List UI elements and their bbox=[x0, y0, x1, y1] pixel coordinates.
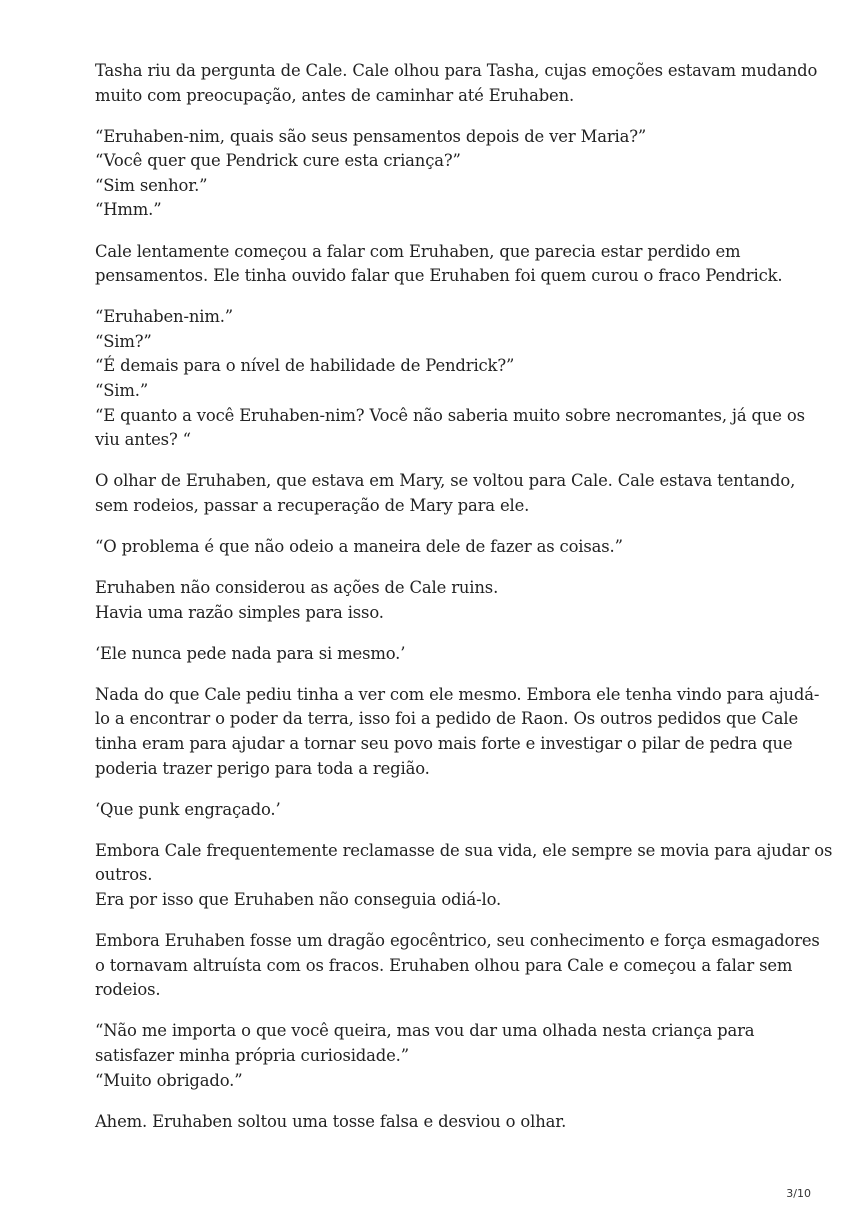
paragraph bbox=[95, 469, 795, 518]
text-line: “Não me importa o que você queira, mas vou dar uma olhada nesta criança para bbox=[95, 1021, 755, 1041]
paragraph bbox=[95, 839, 833, 913]
text-line: “Eruhaben-nim, quais são seus pensamentos depois de ver Maria?” bbox=[95, 126, 647, 146]
text-line: Tasha riu da pergunta de Cale. Cale olhou para Tasha, cujas emoções estavam mudando bbox=[95, 61, 818, 80]
text-line: pensamentos. Ele tinha ouvido falar que Eruhaben foi quem curou o fraco Pendrick. bbox=[95, 266, 783, 286]
text-line: “Muito obrigado.” bbox=[95, 1070, 243, 1090]
paragraph bbox=[95, 240, 795, 289]
text-line: Ahem. Eruhaben soltou uma tosse falsa e desviou o olhar. bbox=[95, 1111, 567, 1131]
text-line: Era por isso que Eruhaben não conseguia odiá-lo. bbox=[95, 890, 502, 910]
text-line: ‘Ele nunca pede nada para si mesmo.’ bbox=[95, 643, 406, 663]
paragraph bbox=[95, 125, 795, 223]
paragraph bbox=[95, 305, 805, 453]
text-line: Nada do que Cale pediu tinha a ver com ele mesmo. Embora ele tenha vindo para ajudá- bbox=[95, 684, 820, 704]
text-line: “E quanto a você Eruhaben-nim? Você não saberia muito sobre necromantes, já que os bbox=[95, 405, 805, 425]
text-line: “Sim.” bbox=[95, 381, 149, 401]
text-line: “Sim senhor.” bbox=[95, 175, 208, 195]
paragraph bbox=[95, 929, 820, 1003]
text-line: o tornavam altruísta com os fracos. Eruhaben olhou para Cale e começou a falar sem bbox=[95, 955, 793, 975]
paragraph bbox=[95, 642, 795, 667]
paragraph bbox=[95, 683, 820, 781]
text-line: “O problema é que não odeio a maneira dele de fazer as coisas.” bbox=[95, 537, 623, 556]
text-line: “Eruhaben-nim.” bbox=[95, 307, 234, 327]
text-line: Havia uma razão simples para isso. bbox=[95, 602, 384, 622]
text-line: “É demais para o nível de habilidade de Pendrick?” bbox=[95, 356, 515, 376]
paragraph bbox=[95, 59, 818, 108]
text-line: poderia trazer perigo para toda a região. bbox=[95, 758, 430, 778]
text-line: outros. bbox=[95, 865, 153, 885]
text-line: sem rodeios, passar a recuperação de Mary para ele. bbox=[95, 495, 530, 515]
text-line: ‘Que punk engraçado.’ bbox=[95, 799, 281, 819]
text-line: Eruhaben não considerou as ações de Cale ruins. bbox=[95, 578, 499, 598]
page-number: 3/10 bbox=[786, 1187, 811, 1200]
paragraph bbox=[95, 576, 795, 625]
text-line: Embora Cale frequentemente reclamasse de sua vida, ele sempre se movia para ajudar os bbox=[95, 840, 833, 860]
text-line: satisfazer minha própria curiosidade.” bbox=[95, 1046, 409, 1065]
text-line: lo a encontrar o poder da terra, isso foi a pedido de Raon. Os outros pedidos que Cale bbox=[95, 709, 799, 729]
text-line: muito com preocupação, antes de caminhar até Eruhaben. bbox=[95, 85, 575, 105]
text-line: O olhar de Eruhaben, que estava em Mary, se voltou para Cale. Cale estava tentando, bbox=[95, 471, 796, 491]
text-line: Embora Eruhaben fosse um dragão egocêntrico, seu conhecimento e força esmagadores bbox=[95, 931, 820, 951]
text-line: “Sim?” bbox=[95, 331, 152, 351]
text-line: viu antes? “ bbox=[95, 430, 191, 450]
paragraph bbox=[95, 535, 795, 560]
paragraph bbox=[95, 798, 795, 823]
text-line: “Você quer que Pendrick cure esta criança?” bbox=[95, 151, 461, 171]
document-body bbox=[95, 59, 833, 1151]
text-line: tinha eram para ajudar a tornar seu povo mais forte e investigar o pilar de pedra que bbox=[95, 734, 793, 754]
text-line: rodeios. bbox=[95, 980, 161, 1000]
text-line: Cale lentamente começou a falar com Eruhaben, que parecia estar perdido em bbox=[95, 241, 741, 261]
text-line: “Hmm.” bbox=[95, 200, 162, 220]
paragraph bbox=[95, 1110, 795, 1135]
paragraph bbox=[95, 1019, 795, 1093]
